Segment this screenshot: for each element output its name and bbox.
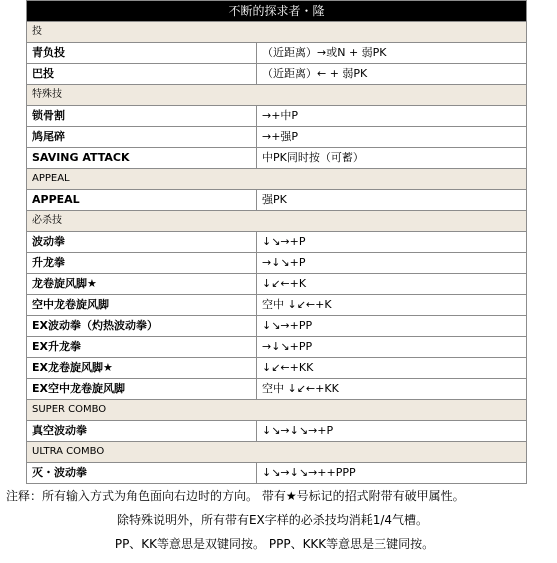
move-input: →+中P [257, 106, 527, 127]
move-name: 鸠尾碎 [27, 127, 257, 148]
section-row [27, 169, 527, 190]
character-title: 不断的探求者・隆 [27, 1, 527, 22]
move-row [27, 463, 527, 484]
move-row [27, 232, 527, 253]
move-row [27, 127, 527, 148]
move-row [27, 358, 527, 379]
move-list [26, 0, 526, 484]
move-name: APPEAL [27, 190, 257, 211]
move-input: ↓↘→+P [257, 232, 527, 253]
move-name: 锁骨割 [27, 106, 257, 127]
move-name: 真空波动拳 [27, 421, 257, 442]
move-input: ↓↘→↓↘→++PPP [257, 463, 527, 484]
move-input: ↓↙←+KK [257, 358, 527, 379]
move-row [27, 253, 527, 274]
move-name: 青负投 [27, 43, 257, 64]
section-row [27, 211, 527, 232]
section-row [27, 85, 527, 106]
move-input: 中PK同时按（可蓄） [257, 148, 527, 169]
move-name: 巴投 [27, 64, 257, 85]
section-label: 特殊技 [27, 85, 527, 106]
move-name: EX空中龙卷旋风脚 [27, 379, 257, 400]
move-input: ↓↘→↓↘→+P [257, 421, 527, 442]
section-row [27, 22, 527, 43]
move-row [27, 295, 527, 316]
move-name: EX升龙拳 [27, 337, 257, 358]
section-row [27, 442, 527, 463]
section-row [27, 400, 527, 421]
move-name: 波动拳 [27, 232, 257, 253]
move-input: →↓↘+P [257, 253, 527, 274]
move-row [27, 379, 527, 400]
move-name: EX波动拳（灼热波动拳） [27, 316, 257, 337]
move-name: 升龙拳 [27, 253, 257, 274]
move-input: →+强P [257, 127, 527, 148]
move-input: 空中 ↓↙←+K [257, 295, 527, 316]
move-name: SAVING ATTACK [27, 148, 257, 169]
note-ex-cost: 除特殊说明外，所有带有EX字样的必杀技均消耗1/4气槽。 [116, 513, 429, 527]
move-row [27, 190, 527, 211]
move-name: 龙卷旋风脚★ [27, 274, 257, 295]
move-row [27, 421, 527, 442]
move-name: EX龙卷旋风脚★ [27, 358, 257, 379]
move-row [27, 64, 527, 85]
move-input: 空中 ↓↙←+KK [257, 379, 527, 400]
move-row [27, 337, 527, 358]
move-table [26, 0, 527, 484]
move-row [27, 106, 527, 127]
move-row [27, 274, 527, 295]
move-name: 灭・波动拳 [27, 463, 257, 484]
move-input: →↓↘+PP [257, 337, 527, 358]
move-input: （近距离）→或N + 弱PK [257, 43, 527, 64]
section-label: 投 [27, 22, 527, 43]
notes [0, 484, 557, 556]
move-input: ↓↘→+PP [257, 316, 527, 337]
move-row [27, 316, 527, 337]
move-input: 强PK [257, 190, 527, 211]
section-label: ULTRA COMBO [27, 442, 527, 463]
title-row [27, 1, 527, 22]
move-name: 空中龙卷旋风脚 [27, 295, 257, 316]
section-label: 必杀技 [27, 211, 527, 232]
move-input: （近距离）← + 弱PK [257, 64, 527, 85]
note-button-press: PP、KK等意思是双键同按。 PPP、KKK等意思是三键同按。 [114, 537, 435, 551]
move-row [27, 43, 527, 64]
move-input: ↓↙←+K [257, 274, 527, 295]
section-label: APPEAL [27, 169, 527, 190]
note-direction: 注释：所有输入方式为角色面向右边时的方向。 带有★号标记的招式附带有破甲属性。 [6, 489, 465, 503]
section-label: SUPER COMBO [27, 400, 527, 421]
move-row [27, 148, 527, 169]
